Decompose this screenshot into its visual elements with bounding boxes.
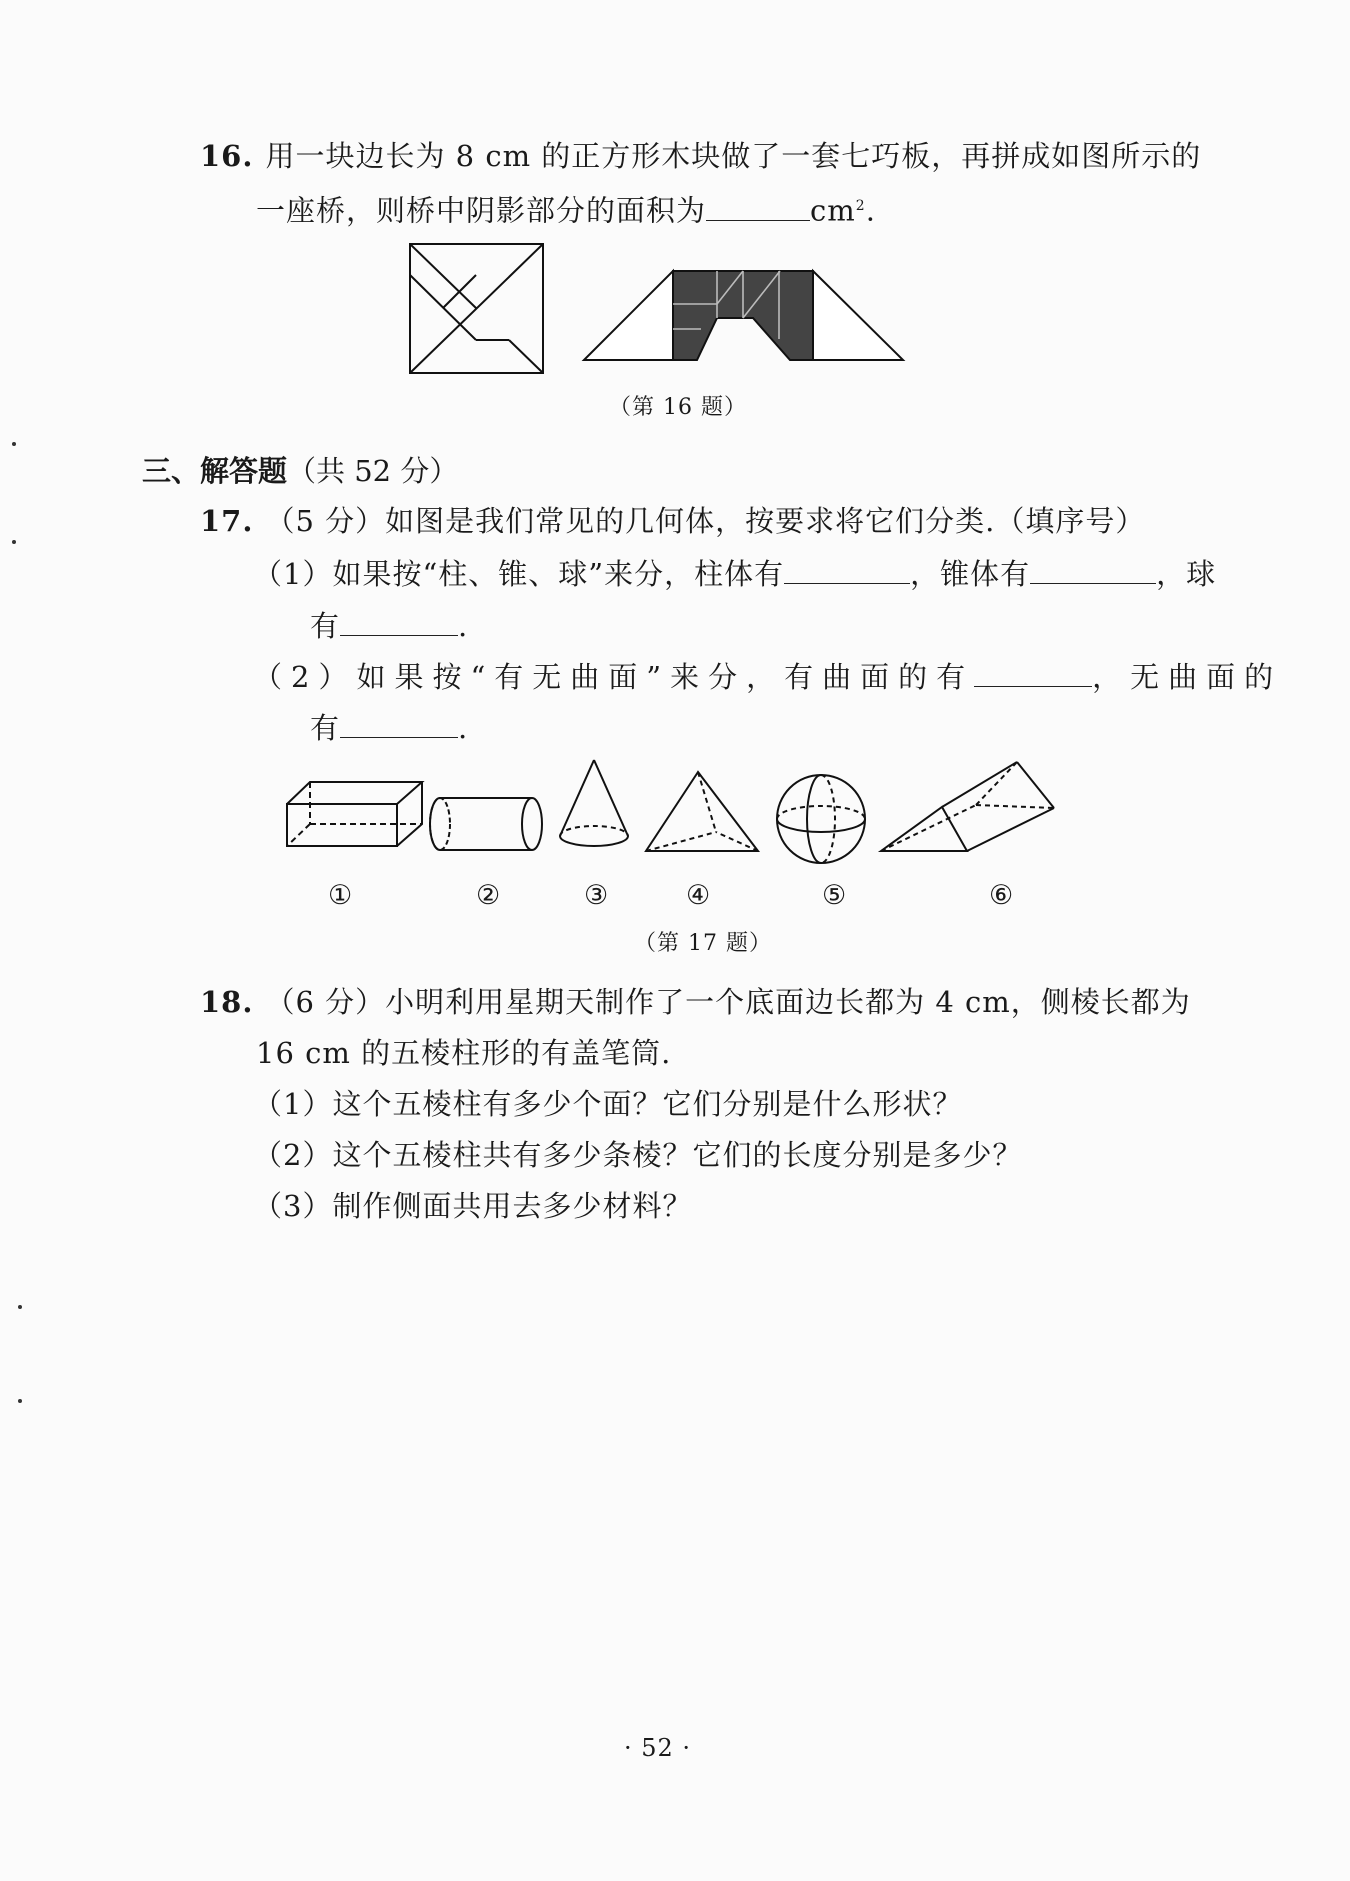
- q17-part1-label: （1）: [253, 557, 333, 591]
- cuboid-shape: [287, 782, 422, 846]
- tangram-bridge-figure: [583, 269, 905, 362]
- q16-caption: （第 16 题）: [609, 395, 747, 420]
- q18-part1: （1）这个五棱柱有多少个面？它们分别是什么形状？: [253, 1087, 963, 1121]
- cylinder-shape: [430, 798, 542, 850]
- q16-line2: [256, 186, 876, 231]
- solid-label-6: ⑥: [989, 880, 1014, 911]
- tangram-half-diagonal: [410, 244, 476, 308]
- bridge-left-triangle: [584, 271, 673, 360]
- triangular-prism-shape: [881, 762, 1054, 851]
- q17-part2-text-b: ，无曲面的: [1092, 660, 1283, 694]
- q17-part1-line2: [310, 606, 468, 646]
- solid-label-1: ①: [328, 880, 353, 911]
- triangular-pyramid-shape: [646, 772, 758, 851]
- q16-text-line1: 用一块边长为 8 cm 的正方形木块做了一套七巧板，再拼成如图所示的: [265, 139, 1202, 173]
- section3-header: [142, 449, 458, 490]
- tangram-edge-d: [509, 340, 543, 373]
- q16-number: 16.: [200, 139, 254, 173]
- q17-sphere-answer-blank[interactable]: [340, 607, 458, 636]
- q17-part2-label: （2）: [253, 660, 357, 694]
- scan-mark: [12, 442, 16, 446]
- q16-period: .: [865, 193, 876, 228]
- scan-mark: [18, 1399, 22, 1403]
- q16-unit-exponent: 2: [855, 198, 866, 214]
- q18-part3: （3）制作侧面共用去多少材料？: [253, 1189, 693, 1223]
- q17-part1-text-c: ，球: [1156, 557, 1217, 591]
- q18-line1: [200, 982, 1191, 1022]
- q18-part2: （2）这个五棱柱共有多少条棱？它们的长度分别是多少？: [253, 1138, 1023, 1172]
- solid-label-5: ⑤: [822, 880, 847, 911]
- q16-answer-blank[interactable]: [706, 192, 810, 221]
- q17-prism-answer-blank[interactable]: [784, 555, 910, 584]
- solid-label-2: ②: [476, 880, 501, 911]
- q16-unit: cm: [810, 193, 856, 228]
- q17-part1-text-d: 有: [310, 609, 341, 643]
- q18-stem-line1: （6 分）小明利用星期天制作了一个底面边长都为 4 cm，侧棱长都为: [265, 985, 1191, 1019]
- scan-mark: [12, 540, 16, 544]
- q17-part2-line2: [310, 708, 468, 748]
- geometric-solids-figure: [286, 758, 1086, 868]
- scan-mark: [18, 1305, 22, 1309]
- q17-stem: （5 分）如图是我们常见的几何体，按要求将它们分类.（填序号）: [265, 504, 1146, 538]
- sphere-shape: [777, 775, 865, 863]
- page-number: · 52 ·: [624, 1734, 692, 1762]
- q17-cone-answer-blank[interactable]: [1030, 555, 1156, 584]
- q18-stem-line2: 16 cm 的五棱柱形的有盖笔筒.: [256, 1036, 672, 1070]
- section3-score: （共 52 分）: [287, 454, 459, 488]
- section3-title: 三、解答题: [142, 454, 288, 488]
- tangram-square-figure: [409, 243, 544, 374]
- q17-part1-end: .: [458, 609, 469, 643]
- bridge-right-triangle: [813, 271, 903, 360]
- q17-part2-line1: [253, 657, 1282, 697]
- cone-shape: [560, 760, 628, 846]
- q17-part1-text-b: ，锥体有: [910, 557, 1031, 591]
- q17-caption: （第 17 题）: [634, 931, 772, 956]
- q17-part2-text-c: 有: [310, 711, 341, 745]
- q16-line1: [200, 136, 1201, 176]
- q17-part2-end: .: [458, 711, 469, 745]
- q17-number: 17.: [200, 504, 254, 538]
- solid-label-4: ④: [686, 880, 711, 911]
- q18-number: 18.: [200, 985, 254, 1019]
- q17-curved-answer-blank[interactable]: [974, 658, 1092, 687]
- q16-text-line2: 一座桥，则桥中阴影部分的面积为: [256, 193, 707, 228]
- solid-label-3: ③: [584, 880, 609, 911]
- q17-part2-text-a: 如果按“有无曲面”来分，有曲面的有: [356, 660, 975, 694]
- q17-flat-answer-blank[interactable]: [340, 709, 458, 738]
- q17-part1-line1: [253, 554, 1216, 594]
- q17-stem-line: [200, 501, 1145, 541]
- q17-part1-text-a: 如果按“柱、锥、球”来分，柱体有: [332, 557, 785, 591]
